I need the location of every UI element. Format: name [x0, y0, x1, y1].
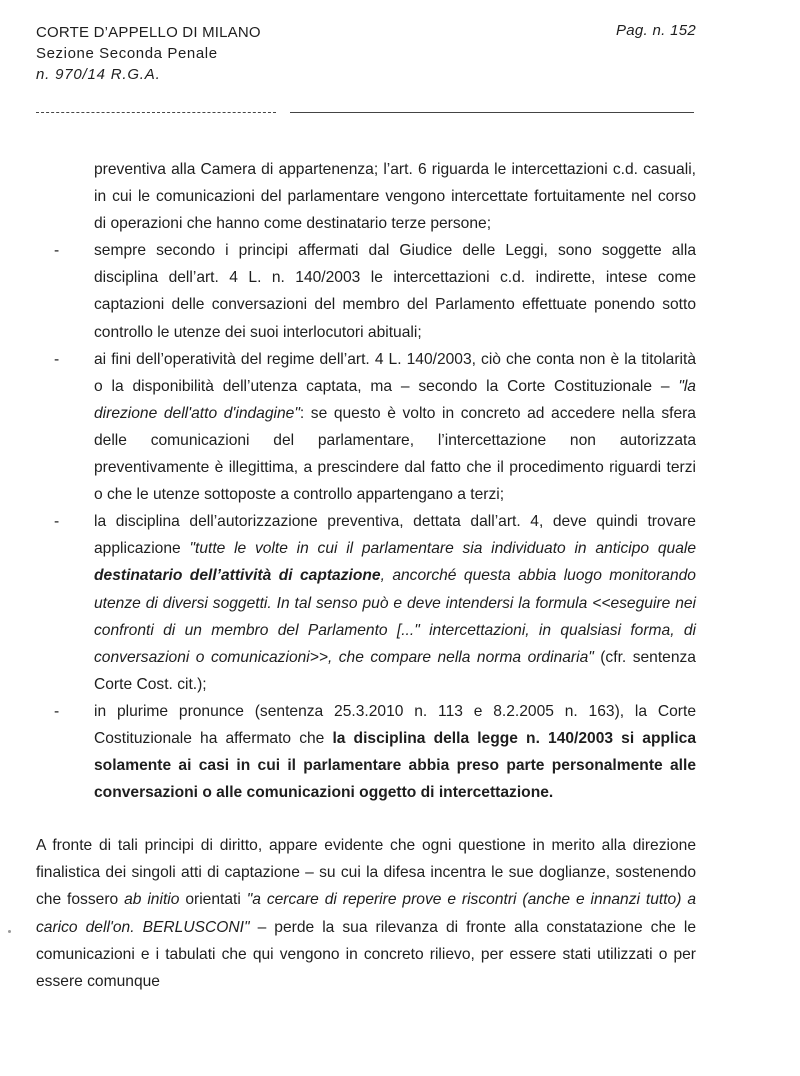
paragraph-text: – perde la sua rilevanza di fronte alla constatazione che le comunicazioni e i tabulati che qui vengono in concreto rilievo, per essere stati utilizzati o per essere comunque	[36, 918, 696, 990]
list-item-text: la disciplina dell’autorizzazione preventiva, dettata dall’art. 4, deve quindi trovare applicazione	[94, 513, 696, 558]
list-item-text: in plurime pronunce (sentenza 25.3.2010 n. 113 e 8.2.2005 n. 163), la Corte Costituzionale ha affermato che	[94, 702, 696, 747]
list-item-quote: "la direzione dell'atto d'indagine"	[94, 377, 696, 422]
case-number: n. 970/14 R.G.A.	[36, 66, 161, 83]
list-item-quote: "tutte le volte in cui il parlamentare sia individuato in anticipo quale	[189, 540, 696, 558]
list-item-emphasis: la disciplina della legge n. 140/2003 si applica solamente ai casi in cui il parlamentare abbia preso parte personalmente alle conversazioni o alle comunicazioni oggetto di intercettazione.	[94, 729, 697, 802]
latin-phrase: ab initio	[124, 891, 180, 909]
scan-speck	[8, 930, 11, 933]
list-bullet: -	[54, 242, 60, 260]
document-body	[36, 156, 696, 995]
document-header	[36, 22, 261, 85]
list-item	[36, 346, 696, 509]
continued-text: preventiva alla Camera di appartenenza; l’art. 6 riguarda le intercettazioni c.d. casuali, in cui le comunicazioni del parlamentare vengono intercettate fortuitamente nel corso di operazioni che hanno come destinatario terze persone;	[94, 161, 696, 233]
court-name: CORTE D’APPELLO DI MILANO	[36, 24, 261, 41]
paragraph-text: orientati	[179, 891, 247, 909]
body-paragraph	[36, 832, 696, 995]
paragraph-quote: "a cercare di reperire prove e riscontri (anche e innanzi tutto) a carico dell'on. BERLUSCONI"	[36, 891, 696, 936]
list-item-text: sempre secondo i principi affermati dal Giudice delle Leggi, sono soggette alla disciplina dell’art. 4 L. n. 140/2003 le intercettazioni c.d. indirette, intese come captazioni delle conversazioni del membro del Parlamento effettuate ponendo sotto controllo le utenze dei suoi interlocutori abituali;	[94, 242, 696, 341]
court-section: Sezione Seconda Penale	[36, 45, 218, 62]
list-item-text: : se questo è volto in concreto ad accedere nella sfera delle comunicazioni del parlamentare, l’intercettazione non autorizzata preventivamente è illegittima, a prescindere dal fatto che il procedimento riguardi terzi o che le utenze sottoposte a controllo appartengano a terzi;	[94, 404, 696, 504]
list-item	[36, 508, 696, 698]
paragraph-text: A fronte di tali principi di diritto, appare evidente che ogni questione in merito alla direzione finalistica dei singoli atti di captazione – su cui la difesa incentra le sue doglianze, sostenendo che fossero	[36, 837, 696, 909]
list-item-emphasis: destinatario dell’attività di captazione	[94, 567, 381, 585]
list-item	[36, 237, 696, 345]
list-bullet: -	[54, 350, 60, 368]
list-item-text: ai fini dell’operatività del regime dell’art. 4 L. 140/2003, ciò che conta non è la titolarità o la disponibilità dell’utenza captata, ma – secondo la Corte Costituzionale –	[94, 350, 696, 395]
list-item	[36, 698, 696, 806]
header-divider-dashed	[36, 112, 276, 113]
list-bullet: -	[54, 702, 60, 720]
page-number: Pag. n. 152	[615, 22, 696, 39]
list-item-text: (cfr. sentenza Corte Cost. cit.);	[94, 648, 696, 693]
header-divider-solid	[290, 112, 694, 113]
list-item-quote: , ancorché questa abbia luogo monitorando utenze di diversi soggetti. In tal senso può e deve intendersi la formula <<eseguire nei confronti di un membro del Parlamento [..." intercettazioni, in qualsiasi forma, di conversazioni o comunicazioni>>, che compare nella norma ordinaria"	[94, 567, 696, 666]
list-bullet: -	[54, 513, 60, 531]
